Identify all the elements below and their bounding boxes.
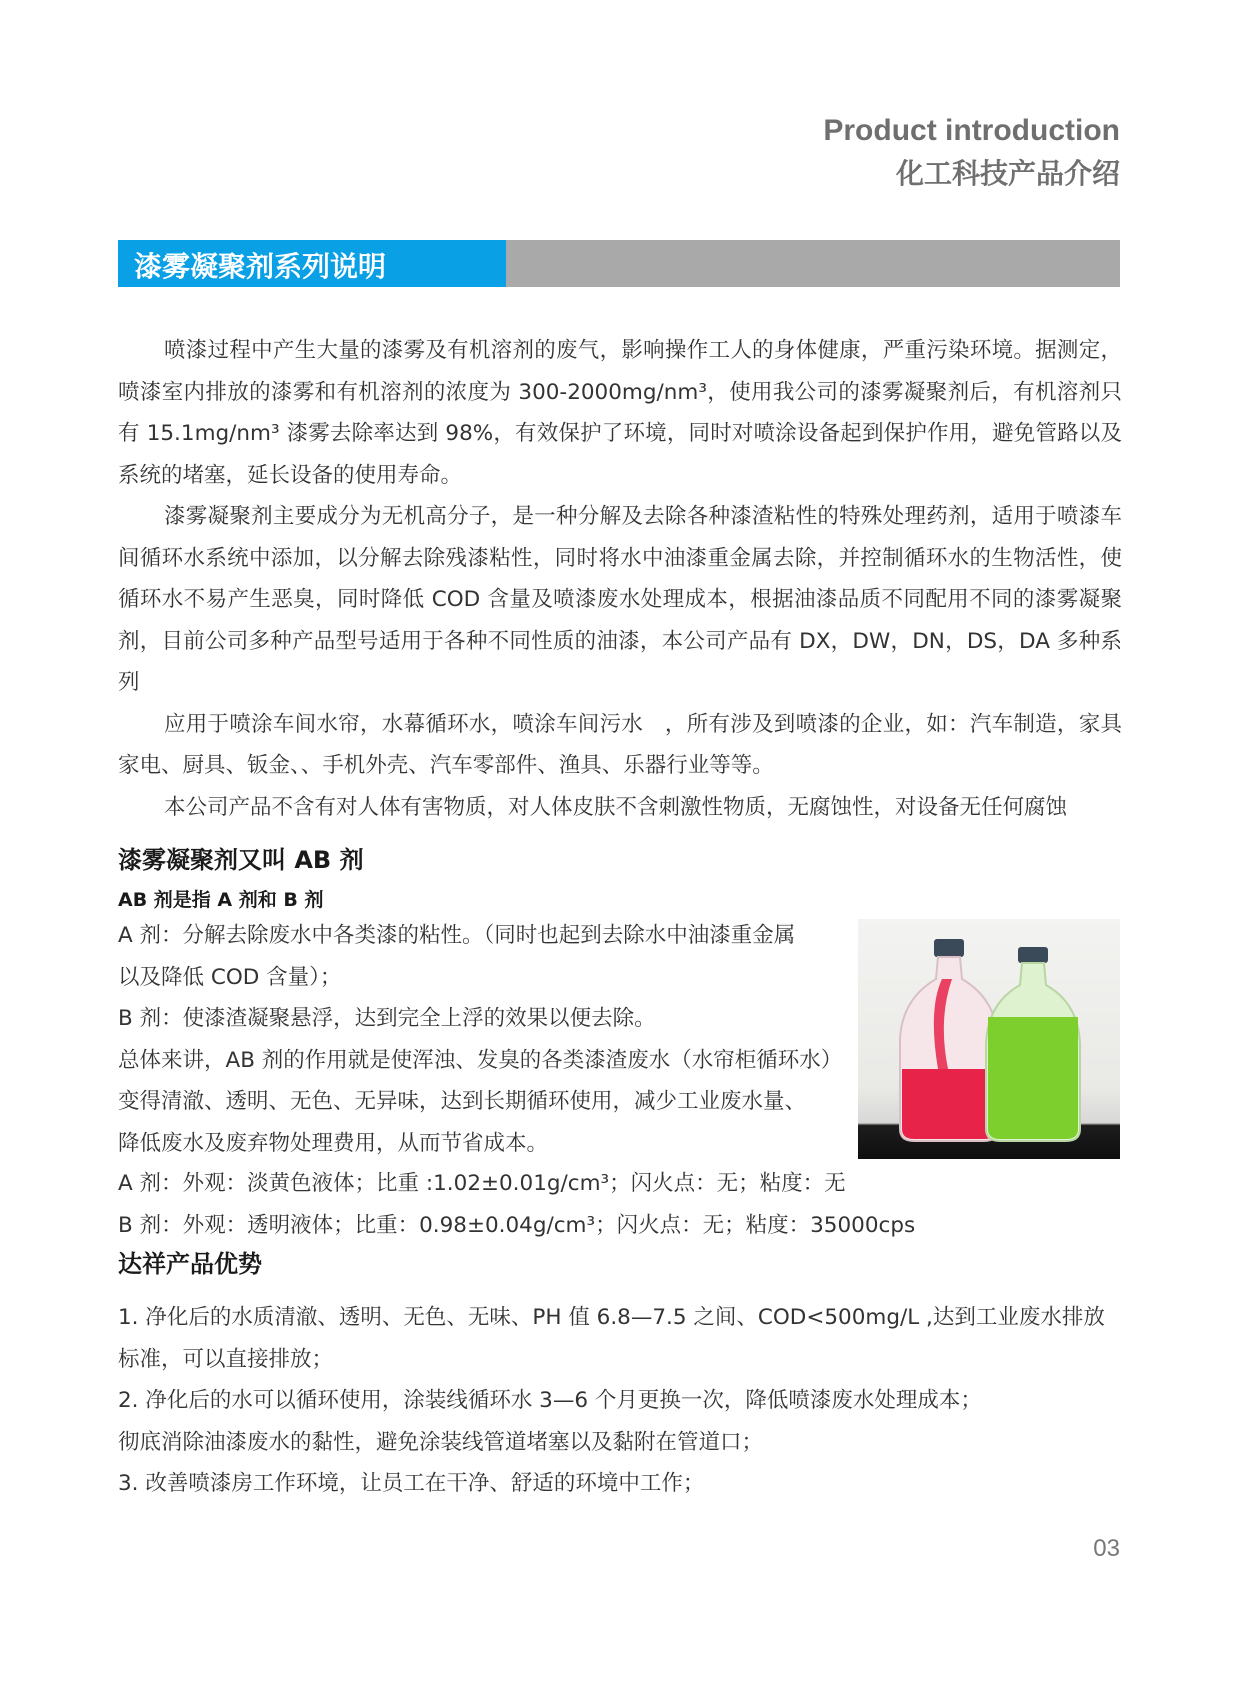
ab-specs — [118, 1163, 1122, 1246]
ab-line: 降低废水及废弃物处理费用，从而节省成本。 — [118, 1130, 549, 1156]
spec-line: B 剂：外观：透明液体；比重：0.98±0.04g/cm³；闪火点：无；粘度：35000cps — [118, 1212, 916, 1238]
intro-text — [118, 330, 1122, 828]
ab-line: 变得清澈、透明、无色、无异味，达到长期循环使用，减少工业废水量、 — [118, 1089, 807, 1114]
header-title-cn: 化工科技产品介绍 — [895, 157, 1120, 190]
section-banner — [118, 240, 1120, 287]
header-title-en: Product introduction — [823, 114, 1120, 147]
ab-line: 以及降低 COD 含量）； — [118, 964, 342, 990]
spec-line: A 剂：外观：淡黄色液体；比重 :1.02±0.01g/cm³；闪火点：无；粘度：无 — [118, 1171, 846, 1196]
advantage-item: 彻底消除油漆废水的黏性，避免涂装线管道堵塞以及黏附在管道口； — [118, 1429, 764, 1455]
intro-paragraph: 喷漆过程中产生大量的漆雾及有机溶剂的废气，影响操作工人的身体健康，严重污染环境。据测定，喷漆室内排放的漆雾和有机溶剂的浓度为 300-2000mg/nm³，使用我公司的漆雾凝聚剂后，有机溶剂只有 15.1mg/nm³ 漆雾去除率达到 98%，有效保护了环境，同时对喷涂设备起到保护作用，避免管路以及系统的堵塞，延长设备的使用寿命。 — [118, 338, 1122, 488]
ab-section-title: 漆雾凝聚剂又叫 AB 剂 — [118, 846, 364, 874]
advantage-item: 3. 改善喷漆房工作环境，让员工在干净、舒适的环境中工作； — [118, 1471, 705, 1496]
bottles-illustration — [858, 919, 1120, 1159]
product-photo — [858, 919, 1120, 1159]
ab-description — [118, 915, 858, 1164]
intro-paragraph: 漆雾凝聚剂主要成分为无机高分子，是一种分解及去除各种漆渣粘性的特殊处理药剂，适用于喷漆车间循环水系统中添加，以分解去除残漆粘性，同时将水中油漆重金属去除，并控制循环水的生物活性，使循环水不易产生恶臭，同时降低 COD 含量及喷漆废水处理成本，根据油漆品质不同配用不同的漆雾凝聚剂，目前公司多种产品型号适用于各种不同性质的油漆，本公司产品有 DX，DW，DN，DS，DA 多种系列 — [118, 504, 1122, 695]
advantages-list — [118, 1297, 1122, 1505]
advantages-title: 达祥产品优势 — [118, 1250, 262, 1278]
intro-paragraph: 本公司产品不含有对人体有害物质，对人体皮肤不含刺激性物质，无腐蚀性，对设备无任何腐蚀 — [164, 794, 1068, 820]
intro-paragraph: 应用于喷涂车间水帘，水幕循环水，喷涂车间污水 ，所有涉及到喷漆的企业，如：汽车制造，家具家电、厨具、钣金、、手机外壳、汽车零部件、渔具、乐器行业等等。 — [118, 711, 1122, 778]
ab-section-subtitle: AB 剂是指 A 剂和 B 剂 — [118, 889, 324, 911]
section-banner-title: 漆雾凝聚剂系列说明 — [134, 250, 387, 283]
advantage-item: 1. 净化后的水质清澈、透明、无色、无味、PH 值 6.8—7.5 之间、COD<500mg/L ,达到工业废水排放标准，可以直接排放； — [118, 1305, 1105, 1372]
advantage-item: 2. 净化后的水可以循环使用，涂装线循环水 3—6 个月更换一次，降低喷漆废水处理成本； — [118, 1388, 982, 1413]
page-number: 03 — [1093, 1535, 1120, 1562]
section-banner-accent — [118, 240, 506, 287]
ab-line: B 剂：使漆渣凝聚悬浮，达到完全上浮的效果以便去除。 — [118, 1006, 656, 1031]
ab-line: 总体来讲，AB 剂的作用就是使浑浊、发臭的各类漆渣废水（水帘柜循环水） — [118, 1047, 843, 1073]
ab-line: A 剂：分解去除废水中各类漆的粘性。（同时也起到去除水中油漆重金属 — [118, 923, 796, 948]
